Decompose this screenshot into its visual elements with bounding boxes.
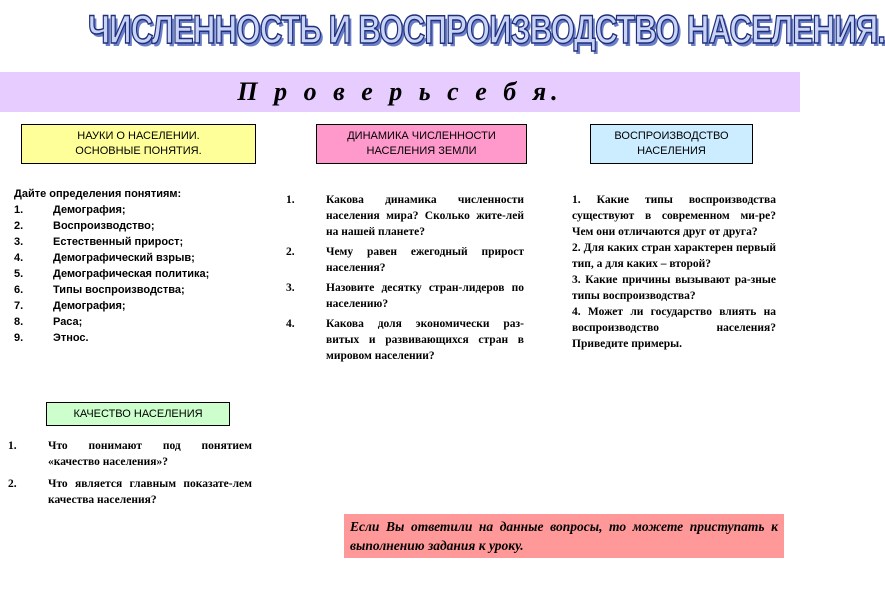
quality-header-label: КАЧЕСТВО НАСЕЛЕНИЯ <box>73 407 203 420</box>
quality-list <box>8 438 252 514</box>
list-item: 2. Чему равен ежегодный прирост населения? <box>286 246 524 274</box>
science-header <box>21 124 256 164</box>
list-item: 1. Демография; <box>14 204 126 216</box>
list-item: 6. Типы воспроизводства; <box>14 284 185 296</box>
science-header-line1: НАУКИ О НАСЕЛЕНИИ. <box>77 130 200 142</box>
list-item: 3. Естественный прирост; <box>14 236 184 248</box>
subtitle: П р о в е р ь с е б я. <box>237 77 563 106</box>
list-item: 9. Этнос. <box>14 332 89 344</box>
reproduction-list <box>572 192 776 352</box>
list-item: 2. Для каких стран характерен первый тип, а для каких – второй? <box>572 242 776 270</box>
list-item: 4. Демографический взрыв; <box>14 252 195 264</box>
reproduction-header <box>590 124 753 164</box>
list-item: 1. Какова динамика численности населения мира? Сколько жите-лей на нашей планете? <box>286 194 524 238</box>
reproduction-header-line1: ВОСПРОИЗВОДСТВО <box>614 130 729 142</box>
dynamics-header-line2: НАСЕЛЕНИЯ ЗЕМЛИ <box>366 145 477 157</box>
reproduction-header-line2: НАСЕЛЕНИЯ <box>637 145 706 157</box>
list-item: 7. Демография; <box>14 300 126 312</box>
list-item: 1. Что понимают под понятием «качество населения»? <box>8 440 252 468</box>
list-item: 4. Какова доля экономически раз-витых и развивающихся стран в мировом населении? <box>286 318 524 362</box>
dynamics-header <box>316 124 527 164</box>
conclusion-note: Если Вы ответили на данные вопросы, то можете приступать к выполнению задания к уроку. <box>344 514 784 558</box>
list-item: 3. Какие причины вызывают ра-зные типы воспроизводства? <box>572 274 776 302</box>
list-item: 3. Назовите десятку стран-лидеров по населению? <box>286 282 524 310</box>
list-item: 4. Может ли государство влиять на воспроизводство населения? Приведите примеры. <box>572 306 776 350</box>
page-title: ЧИСЛЕННОСТЬ И ВОСПРОИЗВОДСТВО НАСЕЛЕНИЯ. <box>88 8 885 52</box>
list-item: 2. Что является главным показате-лем качества населения? <box>8 478 252 506</box>
list-item: 1. Какие типы воспроизводства существуют в современном ми-ре? Чем они отличаются друг от друга? <box>572 194 776 238</box>
dynamics-header-line1: ДИНАМИКА ЧИСЛЕННОСТИ <box>347 130 496 142</box>
science-intro: Дайте определения понятиям: <box>14 188 182 200</box>
science-header-line2: ОСНОВНЫЕ ПОНЯТИЯ. <box>75 145 202 157</box>
list-item: 8. Раса; <box>14 316 83 328</box>
dynamics-list <box>286 192 524 368</box>
list-item: 2. Воспроизводство; <box>14 220 155 232</box>
science-list <box>14 186 254 346</box>
list-item: 5. Демографическая политика; <box>14 268 210 280</box>
quality-header <box>46 402 230 426</box>
